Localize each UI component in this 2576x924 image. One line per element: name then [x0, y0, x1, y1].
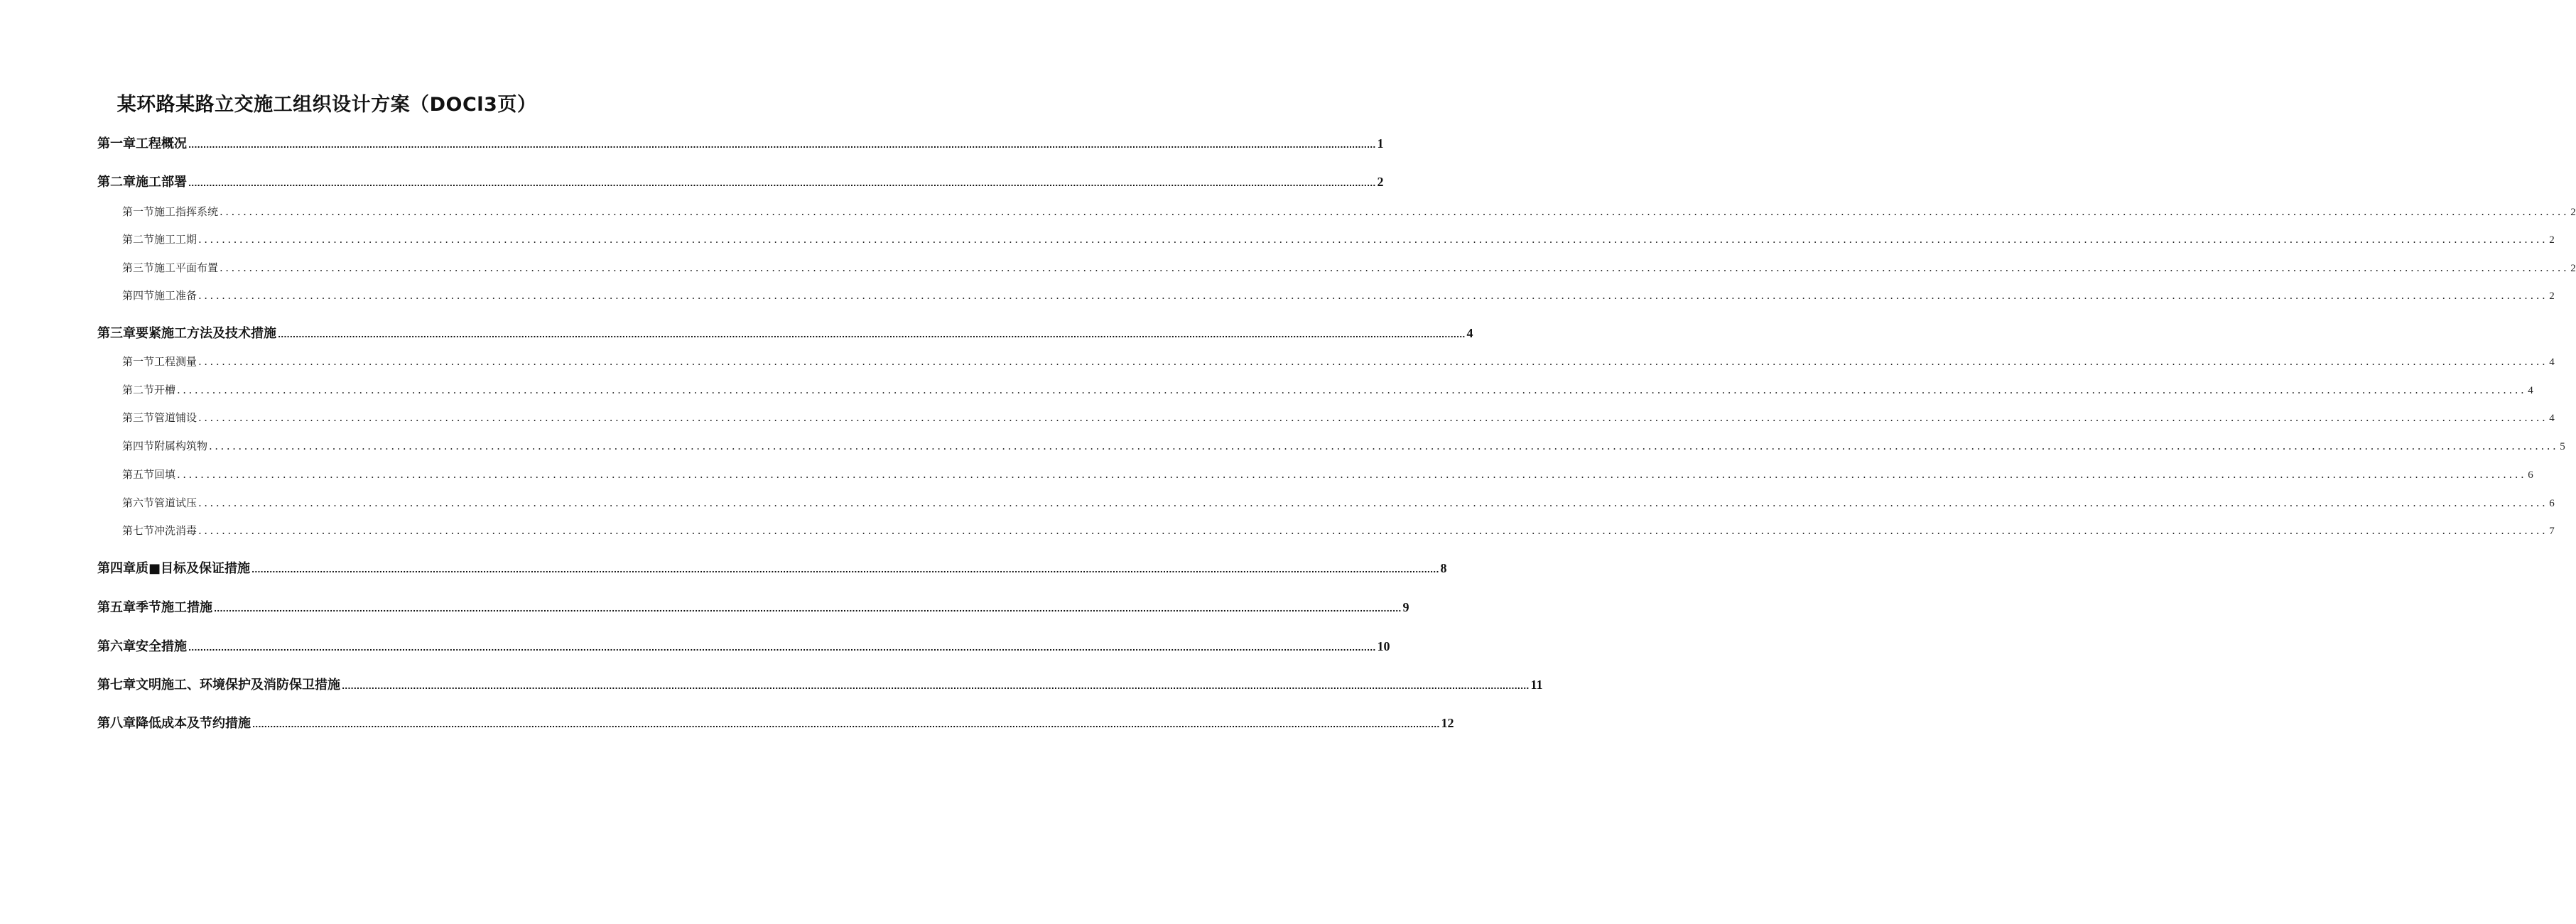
- toc-entry-label: 第七章文明施工、环境保护及消防保卫措施: [97, 678, 340, 692]
- dot-leader: ................................................................................................................................................................................................................................................................................................................................................................................................................: [214, 604, 1402, 614]
- toc-entry-page: 1: [1377, 136, 1384, 151]
- toc-entry-label: 第六章安全措施: [97, 639, 187, 654]
- dot-leader: ................................................................................................................................................................................................................................................................................................................................................................................................................: [209, 440, 2559, 452]
- toc-entry-page: 4: [2549, 357, 2555, 368]
- toc-entry-page: 2: [2549, 234, 2555, 246]
- toc-entry-chapter-4[interactable]: [97, 558, 1447, 577]
- toc-entry-section-3-6[interactable]: [122, 495, 2555, 510]
- toc-entry-page: 10: [1377, 639, 1390, 653]
- toc-entry-section-3-2[interactable]: [122, 382, 2533, 397]
- dot-leader: ................................................................................................................................................................................................................................................................................................................................................................................................................: [220, 205, 2570, 218]
- dot-leader: ................................................................................................................................................................................................................................................................................................................................................................................................................: [188, 179, 1376, 188]
- toc-entry-label: 第二章施工部署: [97, 175, 187, 190]
- toc-entry-label: 第一节工程测量: [122, 355, 197, 368]
- toc-entry-label: 第一章工程概况: [97, 136, 187, 151]
- toc-entry-label: 第六节管道试压: [122, 496, 197, 509]
- toc-entry-page: 12: [1441, 716, 1454, 730]
- dot-leader: ................................................................................................................................................................................................................................................................................................................................................................................................................: [198, 355, 2548, 368]
- toc-entry-section-3-5[interactable]: [122, 467, 2533, 482]
- toc-entry-label: 第二节施工工期: [122, 233, 197, 246]
- dot-leader: ................................................................................................................................................................................................................................................................................................................................................................................................................: [198, 411, 2548, 424]
- toc-entry-section-2-3[interactable]: [122, 260, 2576, 275]
- toc-entry-label: 第四章质■目标及保证措施: [97, 561, 251, 576]
- toc-entry-section-3-4[interactable]: [122, 438, 2565, 453]
- toc-entry-section-3-3[interactable]: [122, 410, 2555, 425]
- toc-entry-label: 第三章要紧施工方法及技术措施: [97, 326, 276, 341]
- toc-entry-label: 第三节管道铺设: [122, 411, 197, 424]
- dot-leader: ................................................................................................................................................................................................................................................................................................................................................................................................................: [220, 261, 2570, 274]
- dot-leader: ................................................................................................................................................................................................................................................................................................................................................................................................................: [198, 524, 2548, 537]
- toc-entry-label: 第四节附属构筑物: [122, 440, 208, 452]
- toc-entry-label: 第三节施工平面布置: [122, 261, 219, 274]
- toc-entry-label: 第五节回填: [122, 468, 176, 481]
- toc-entry-page: 4: [1466, 326, 1473, 340]
- toc-entry-section-2-4[interactable]: [122, 288, 2555, 303]
- dot-leader: ................................................................................................................................................................................................................................................................................................................................................................................................................: [251, 565, 1439, 575]
- dot-leader: ................................................................................................................................................................................................................................................................................................................................................................................................................: [188, 643, 1376, 653]
- toc-entry-page: 11: [1530, 678, 1543, 692]
- toc-entry-label: 第四节施工准备: [122, 289, 197, 302]
- dot-leader: ................................................................................................................................................................................................................................................................................................................................................................................................................: [177, 384, 2527, 396]
- dot-leader: ................................................................................................................................................................................................................................................................................................................................................................................................................: [278, 330, 1466, 339]
- toc-entry-label: 第八章降低成本及节约措施: [97, 716, 251, 731]
- toc-entry-chapter-5[interactable]: [97, 597, 1409, 616]
- toc-entry-section-2-2[interactable]: [122, 232, 2555, 246]
- dot-leader: ................................................................................................................................................................................................................................................................................................................................................................................................................: [198, 233, 2548, 246]
- toc-entry-chapter-8[interactable]: [97, 713, 1454, 732]
- dot-leader: ................................................................................................................................................................................................................................................................................................................................................................................................................: [342, 682, 1530, 691]
- toc-entry-page: 2: [2570, 263, 2576, 274]
- toc-entry-page: 9: [1402, 600, 1409, 614]
- toc-entry-chapter-7[interactable]: [97, 675, 1543, 693]
- dot-leader: ................................................................................................................................................................................................................................................................................................................................................................................................................: [188, 141, 1376, 150]
- toc-entry-chapter-1[interactable]: [97, 134, 1384, 152]
- document-title: 某环路某路立交施工组织设计方案（DOCl3页）: [117, 94, 537, 116]
- toc-entry-chapter-2[interactable]: [97, 172, 1384, 190]
- toc-entry-chapter-6[interactable]: [97, 636, 1390, 655]
- toc-entry-section-3-1[interactable]: [122, 354, 2555, 369]
- toc-entry-page: 8: [1440, 561, 1447, 575]
- toc-entry-page: 4: [2528, 385, 2533, 396]
- toc-entry-chapter-3[interactable]: [97, 323, 1473, 342]
- dot-leader: ................................................................................................................................................................................................................................................................................................................................................................................................................: [177, 468, 2527, 481]
- toc-entry-label: 第二节开槽: [122, 384, 176, 396]
- dot-leader: ................................................................................................................................................................................................................................................................................................................................................................................................................: [198, 496, 2548, 509]
- toc-entry-section-3-7[interactable]: [122, 523, 2555, 538]
- toc-entry-section-2-1[interactable]: [122, 204, 2576, 219]
- toc-entry-page: 7: [2549, 526, 2555, 537]
- toc-entry-page: 2: [2549, 290, 2555, 302]
- toc-entry-page: 4: [2549, 413, 2555, 424]
- dot-leader: ................................................................................................................................................................................................................................................................................................................................................................................................................: [198, 289, 2548, 302]
- toc-entry-page: 2: [1377, 175, 1384, 189]
- toc-entry-page: 2: [2570, 207, 2576, 218]
- toc-entry-label: 第五章季节施工措施: [97, 600, 212, 615]
- toc-entry-label: 第一节施工指挥系统: [122, 205, 219, 218]
- toc-entry-label: 第七节冲洗消毒: [122, 524, 197, 537]
- dot-leader: ................................................................................................................................................................................................................................................................................................................................................................................................................: [252, 720, 1440, 729]
- toc-entry-page: 5: [2560, 441, 2565, 452]
- toc-entry-page: 6: [2528, 469, 2533, 481]
- toc-entry-page: 6: [2549, 498, 2555, 509]
